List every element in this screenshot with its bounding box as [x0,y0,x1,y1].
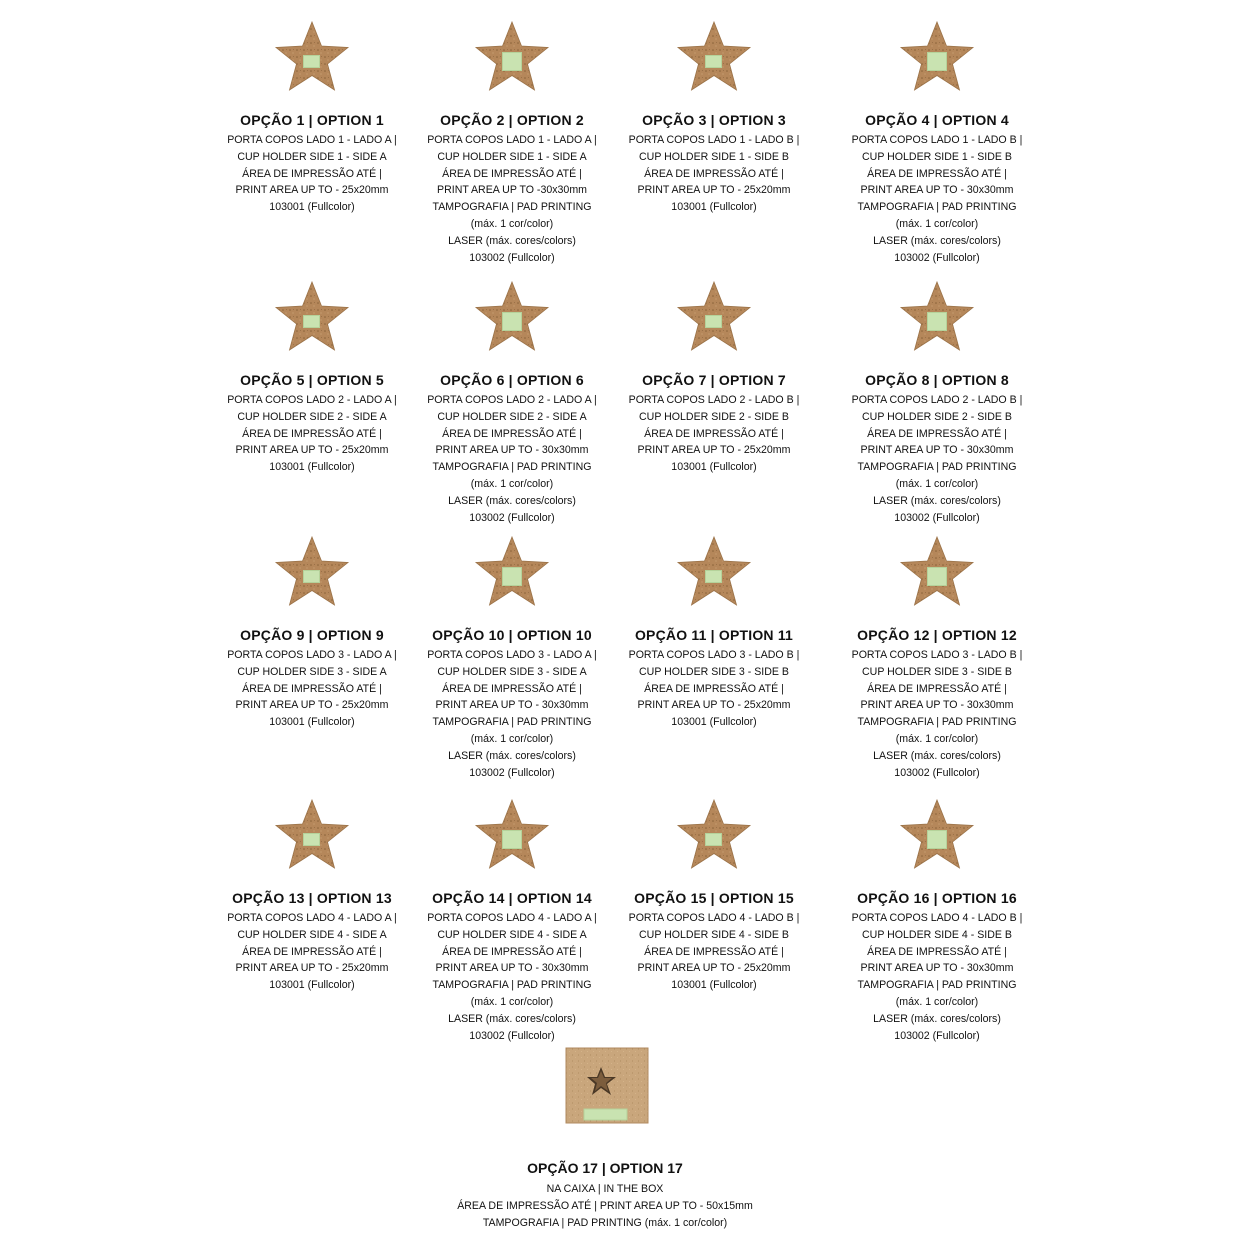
option-detail-line: PRINT AREA UP TO - 25x20mm [235,699,389,712]
print-area-marker [303,315,320,328]
option-details [609,647,819,731]
option-details [207,132,417,216]
option-17-line: ÁREA DE IMPRESSÃO ATÉ | PRINT AREA UP TO - 50x15mm [457,1199,753,1212]
option-detail-line: 103001 (Fullcolor) [269,979,355,992]
option-details [207,910,417,994]
option-detail-line: PRINT AREA UP TO - 30x30mm [435,962,589,975]
option-detail-line: ÁREA DE IMPRESSÃO ATÉ | [242,682,382,695]
option-card-9 [207,535,417,731]
option-detail-line: ÁREA DE IMPRESSÃO ATÉ | [867,167,1007,180]
option-detail-line: ÁREA DE IMPRESSÃO ATÉ | [867,427,1007,440]
option-detail-line: ÁREA DE IMPRESSÃO ATÉ | [644,682,784,695]
option-detail-line: PRINT AREA UP TO - 25x20mm [235,444,389,457]
option-17-details [355,1181,855,1231]
option-detail-line: PRINT AREA UP TO - 30x30mm [860,699,1014,712]
option-detail-line: TAMPOGRAFIA | PAD PRINTING [432,461,592,474]
option-detail-line: ÁREA DE IMPRESSÃO ATÉ | [644,427,784,440]
option-title: OPÇÃO 5 | OPTION 5 [240,372,384,388]
print-area-marker [502,830,522,849]
option-card-10 [407,535,617,781]
option-detail-line: PRINT AREA UP TO - 25x20mm [235,962,389,975]
option-17-title: OPÇÃO 17 | OPTION 17 [527,1160,683,1176]
option-17-line: NA CAIXA | IN THE BOX [546,1183,664,1195]
option-detail-line: ÁREA DE IMPRESSÃO ATÉ | [442,167,582,180]
option-detail-line: PRINT AREA UP TO - 30x30mm [435,699,589,712]
option-detail-line: PRINT AREA UP TO - 25x20mm [235,184,389,197]
option-detail-line: (máx. 1 cor/color) [895,732,979,745]
option-detail-line: (máx. 1 cor/color) [895,217,979,230]
cork-star-icon [474,280,550,356]
option-details [832,647,1042,781]
option-detail-line: TAMPOGRAFIA | PAD PRINTING [432,716,592,729]
option-details [609,910,819,994]
print-area-marker [927,567,947,586]
option-details [609,392,819,476]
option-detail-line: ÁREA DE IMPRESSÃO ATÉ | [242,427,382,440]
cork-star-icon [899,20,975,96]
option-title: OPÇÃO 7 | OPTION 7 [642,372,786,388]
cork-star-icon [676,535,752,611]
option-detail-line: TAMPOGRAFIA | PAD PRINTING [432,979,592,992]
option-detail-line: PORTA COPOS LADO 2 - LADO B | [628,394,800,406]
option-detail-line: LASER (máx. cores/colors) [873,234,1001,247]
option-detail-line: CUP HOLDER SIDE 3 - SIDE A [237,665,387,678]
option-detail-line: CUP HOLDER SIDE 2 - SIDE A [237,410,387,423]
option-detail-line: CUP HOLDER SIDE 3 - SIDE B [862,665,1012,678]
option-card-6 [407,280,617,526]
option-detail-line: CUP HOLDER SIDE 4 - SIDE A [237,928,387,941]
option-detail-line: (máx. 1 cor/color) [895,995,979,1008]
option-detail-line: 103002 (Fullcolor) [894,251,980,264]
option-detail-line: TAMPOGRAFIA | PAD PRINTING [857,979,1017,992]
option-detail-line: CUP HOLDER SIDE 1 - SIDE A [437,150,587,163]
option-details [207,392,417,476]
cork-star-icon [474,535,550,611]
print-area-marker [502,52,522,71]
option-detail-line: LASER (máx. cores/colors) [448,234,576,247]
option-card-1 [207,20,417,216]
option-detail-line: PORTA COPOS LADO 1 - LADO B | [628,134,800,146]
option-detail-line: (máx. 1 cor/color) [895,477,979,490]
option-title: OPÇÃO 15 | OPTION 15 [634,890,794,906]
option-title: OPÇÃO 16 | OPTION 16 [857,890,1017,906]
option-details [207,647,417,731]
print-area-marker [303,833,320,846]
option-detail-line: 103002 (Fullcolor) [469,251,555,264]
option-detail-line: PRINT AREA UP TO - 25x20mm [637,444,791,457]
option-detail-line: (máx. 1 cor/color) [470,732,554,745]
option-detail-line: ÁREA DE IMPRESSÃO ATÉ | [242,945,382,958]
option-detail-line: LASER (máx. cores/colors) [873,749,1001,762]
option-detail-line: PORTA COPOS LADO 1 - LADO A | [427,134,597,146]
option-detail-line: PRINT AREA UP TO - 30x30mm [435,444,589,457]
option-detail-line: 103002 (Fullcolor) [469,1029,555,1042]
option-detail-line: 103001 (Fullcolor) [269,461,355,474]
cork-star-icon [474,798,550,874]
option-detail-line: 103002 (Fullcolor) [894,1029,980,1042]
option-title: OPÇÃO 4 | OPTION 4 [865,112,1009,128]
option-detail-line: PORTA COPOS LADO 2 - LADO A | [227,394,397,406]
option-detail-line: ÁREA DE IMPRESSÃO ATÉ | [644,945,784,958]
option-detail-line: CUP HOLDER SIDE 1 - SIDE B [862,150,1012,163]
option-title: OPÇÃO 12 | OPTION 12 [857,627,1017,643]
cork-star-icon [676,280,752,356]
cork-star-icon [274,535,350,611]
option-title: OPÇÃO 10 | OPTION 10 [432,627,592,643]
option-detail-line: LASER (máx. cores/colors) [448,1012,576,1025]
option-detail-line: CUP HOLDER SIDE 4 - SIDE B [862,928,1012,941]
option-detail-line: CUP HOLDER SIDE 1 - SIDE B [639,150,789,163]
option-detail-line: 103001 (Fullcolor) [269,201,355,214]
option-detail-line: CUP HOLDER SIDE 2 - SIDE B [639,410,789,423]
option-detail-line: PORTA COPOS LADO 4 - LADO B | [851,912,1023,924]
option-detail-line: 103001 (Fullcolor) [671,979,757,992]
option-card-8 [832,280,1042,526]
option-card-13 [207,798,417,994]
option-title: OPÇÃO 6 | OPTION 6 [440,372,584,388]
option-detail-line: 103001 (Fullcolor) [671,461,757,474]
option-detail-line: 103002 (Fullcolor) [469,511,555,524]
option-detail-line: ÁREA DE IMPRESSÃO ATÉ | [442,945,582,958]
option-detail-line: PORTA COPOS LADO 4 - LADO B | [628,912,800,924]
option-title: OPÇÃO 14 | OPTION 14 [432,890,592,906]
option-detail-line: ÁREA DE IMPRESSÃO ATÉ | [242,167,382,180]
cork-star-icon [274,20,350,96]
option-detail-line: ÁREA DE IMPRESSÃO ATÉ | [442,682,582,695]
option-detail-line: 103002 (Fullcolor) [894,766,980,779]
option-detail-line: (máx. 1 cor/color) [470,217,554,230]
option-detail-line: PRINT AREA UP TO - 30x30mm [860,962,1014,975]
print-area-marker [927,312,947,331]
cork-star-icon [676,798,752,874]
option-detail-line: PRINT AREA UP TO -30x30mm [437,184,587,197]
option-detail-line: TAMPOGRAFIA | PAD PRINTING [857,716,1017,729]
option-detail-line: PORTA COPOS LADO 2 - LADO A | [427,394,597,406]
option-detail-line: LASER (máx. cores/colors) [873,494,1001,507]
option-title: OPÇÃO 11 | OPTION 11 [634,627,794,643]
option-details [407,910,617,1044]
print-area-marker [303,55,320,68]
option-detail-line: 103001 (Fullcolor) [671,716,757,729]
option-card-2 [407,20,617,266]
option-title: OPÇÃO 3 | OPTION 3 [642,112,786,128]
option-detail-line: CUP HOLDER SIDE 4 - SIDE B [639,928,789,941]
option-details [609,132,819,216]
print-area-marker [927,52,947,71]
option-detail-line: 103001 (Fullcolor) [671,201,757,214]
cork-star-icon [474,20,550,96]
option-detail-line: ÁREA DE IMPRESSÃO ATÉ | [644,167,784,180]
print-area-marker [502,567,522,586]
option-detail-line: CUP HOLDER SIDE 3 - SIDE B [639,665,789,678]
print-area-marker [705,570,722,583]
option-card-4 [832,20,1042,266]
option-detail-line: ÁREA DE IMPRESSÃO ATÉ | [442,427,582,440]
option-detail-line: LASER (máx. cores/colors) [448,749,576,762]
option-details [832,132,1042,266]
option-detail-line: PORTA COPOS LADO 1 - LADO B | [851,134,1023,146]
cork-star-icon [899,535,975,611]
print-area-marker [705,833,722,846]
option-detail-line: PORTA COPOS LADO 1 - LADO A | [227,134,397,146]
option-detail-line: CUP HOLDER SIDE 4 - SIDE A [437,928,587,941]
option-detail-line: PORTA COPOS LADO 3 - LADO B | [851,649,1023,661]
option-card-14 [407,798,617,1044]
option-details [832,910,1042,1044]
print-area-marker [303,570,320,583]
option-detail-line: 103002 (Fullcolor) [469,766,555,779]
cork-star-icon [274,280,350,356]
option-detail-line: 103002 (Fullcolor) [894,511,980,524]
print-area-marker [705,315,722,328]
option-card-16 [832,798,1042,1044]
option-details [407,647,617,781]
option-detail-line: (máx. 1 cor/color) [470,995,554,1008]
option-detail-line: 103001 (Fullcolor) [269,716,355,729]
option-detail-line: PORTA COPOS LADO 4 - LADO A | [427,912,597,924]
option-detail-line: PRINT AREA UP TO - 30x30mm [860,444,1014,457]
option-card-5 [207,280,417,476]
cork-star-icon [274,798,350,874]
option-details [832,392,1042,526]
print-area-marker [502,312,522,331]
option-detail-line: (máx. 1 cor/color) [470,477,554,490]
cork-star-icon [899,280,975,356]
option-card-7 [609,280,819,476]
option-detail-line: PORTA COPOS LADO 4 - LADO A | [227,912,397,924]
option-title: OPÇÃO 8 | OPTION 8 [865,372,1009,388]
option-detail-line: LASER (máx. cores/colors) [873,1012,1001,1025]
print-area-marker [927,830,947,849]
option-card-12 [832,535,1042,781]
option-detail-line: PRINT AREA UP TO - 30x30mm [860,184,1014,197]
option-detail-line: CUP HOLDER SIDE 3 - SIDE A [437,665,587,678]
option-title: OPÇÃO 2 | OPTION 2 [440,112,584,128]
option-detail-line: TAMPOGRAFIA | PAD PRINTING [857,461,1017,474]
option-title: OPÇÃO 1 | OPTION 1 [240,112,384,128]
option-detail-line: ÁREA DE IMPRESSÃO ATÉ | [867,945,1007,958]
cork-star-icon [899,798,975,874]
option-detail-line: PRINT AREA UP TO - 25x20mm [637,699,791,712]
option-card-11 [609,535,819,731]
gift-box-image [565,1047,649,1124]
print-area-marker [705,55,722,68]
option-detail-line: TAMPOGRAFIA | PAD PRINTING [432,201,592,214]
option-detail-line: PRINT AREA UP TO - 25x20mm [637,962,791,975]
option-17-line: TAMPOGRAFIA | PAD PRINTING (máx. 1 cor/color) [482,1216,728,1229]
option-detail-line: CUP HOLDER SIDE 2 - SIDE B [862,410,1012,423]
option-card-3 [609,20,819,216]
option-title: OPÇÃO 9 | OPTION 9 [240,627,384,643]
option-detail-line: PRINT AREA UP TO - 25x20mm [637,184,791,197]
option-detail-line: CUP HOLDER SIDE 2 - SIDE A [437,410,587,423]
option-detail-line: PORTA COPOS LADO 3 - LADO A | [427,649,597,661]
cork-star-icon [676,20,752,96]
option-detail-line: PORTA COPOS LADO 2 - LADO B | [851,394,1023,406]
option-detail-line: ÁREA DE IMPRESSÃO ATÉ | [867,682,1007,695]
option-detail-line: LASER (máx. cores/colors) [448,494,576,507]
option-detail-line: TAMPOGRAFIA | PAD PRINTING [857,201,1017,214]
option-detail-line: CUP HOLDER SIDE 1 - SIDE A [237,150,387,163]
option-details [407,392,617,526]
option-title: OPÇÃO 13 | OPTION 13 [232,890,392,906]
option-card-15 [609,798,819,994]
option-detail-line: PORTA COPOS LADO 3 - LADO B | [628,649,800,661]
option-detail-line: PORTA COPOS LADO 3 - LADO A | [227,649,397,661]
option-details [407,132,617,266]
